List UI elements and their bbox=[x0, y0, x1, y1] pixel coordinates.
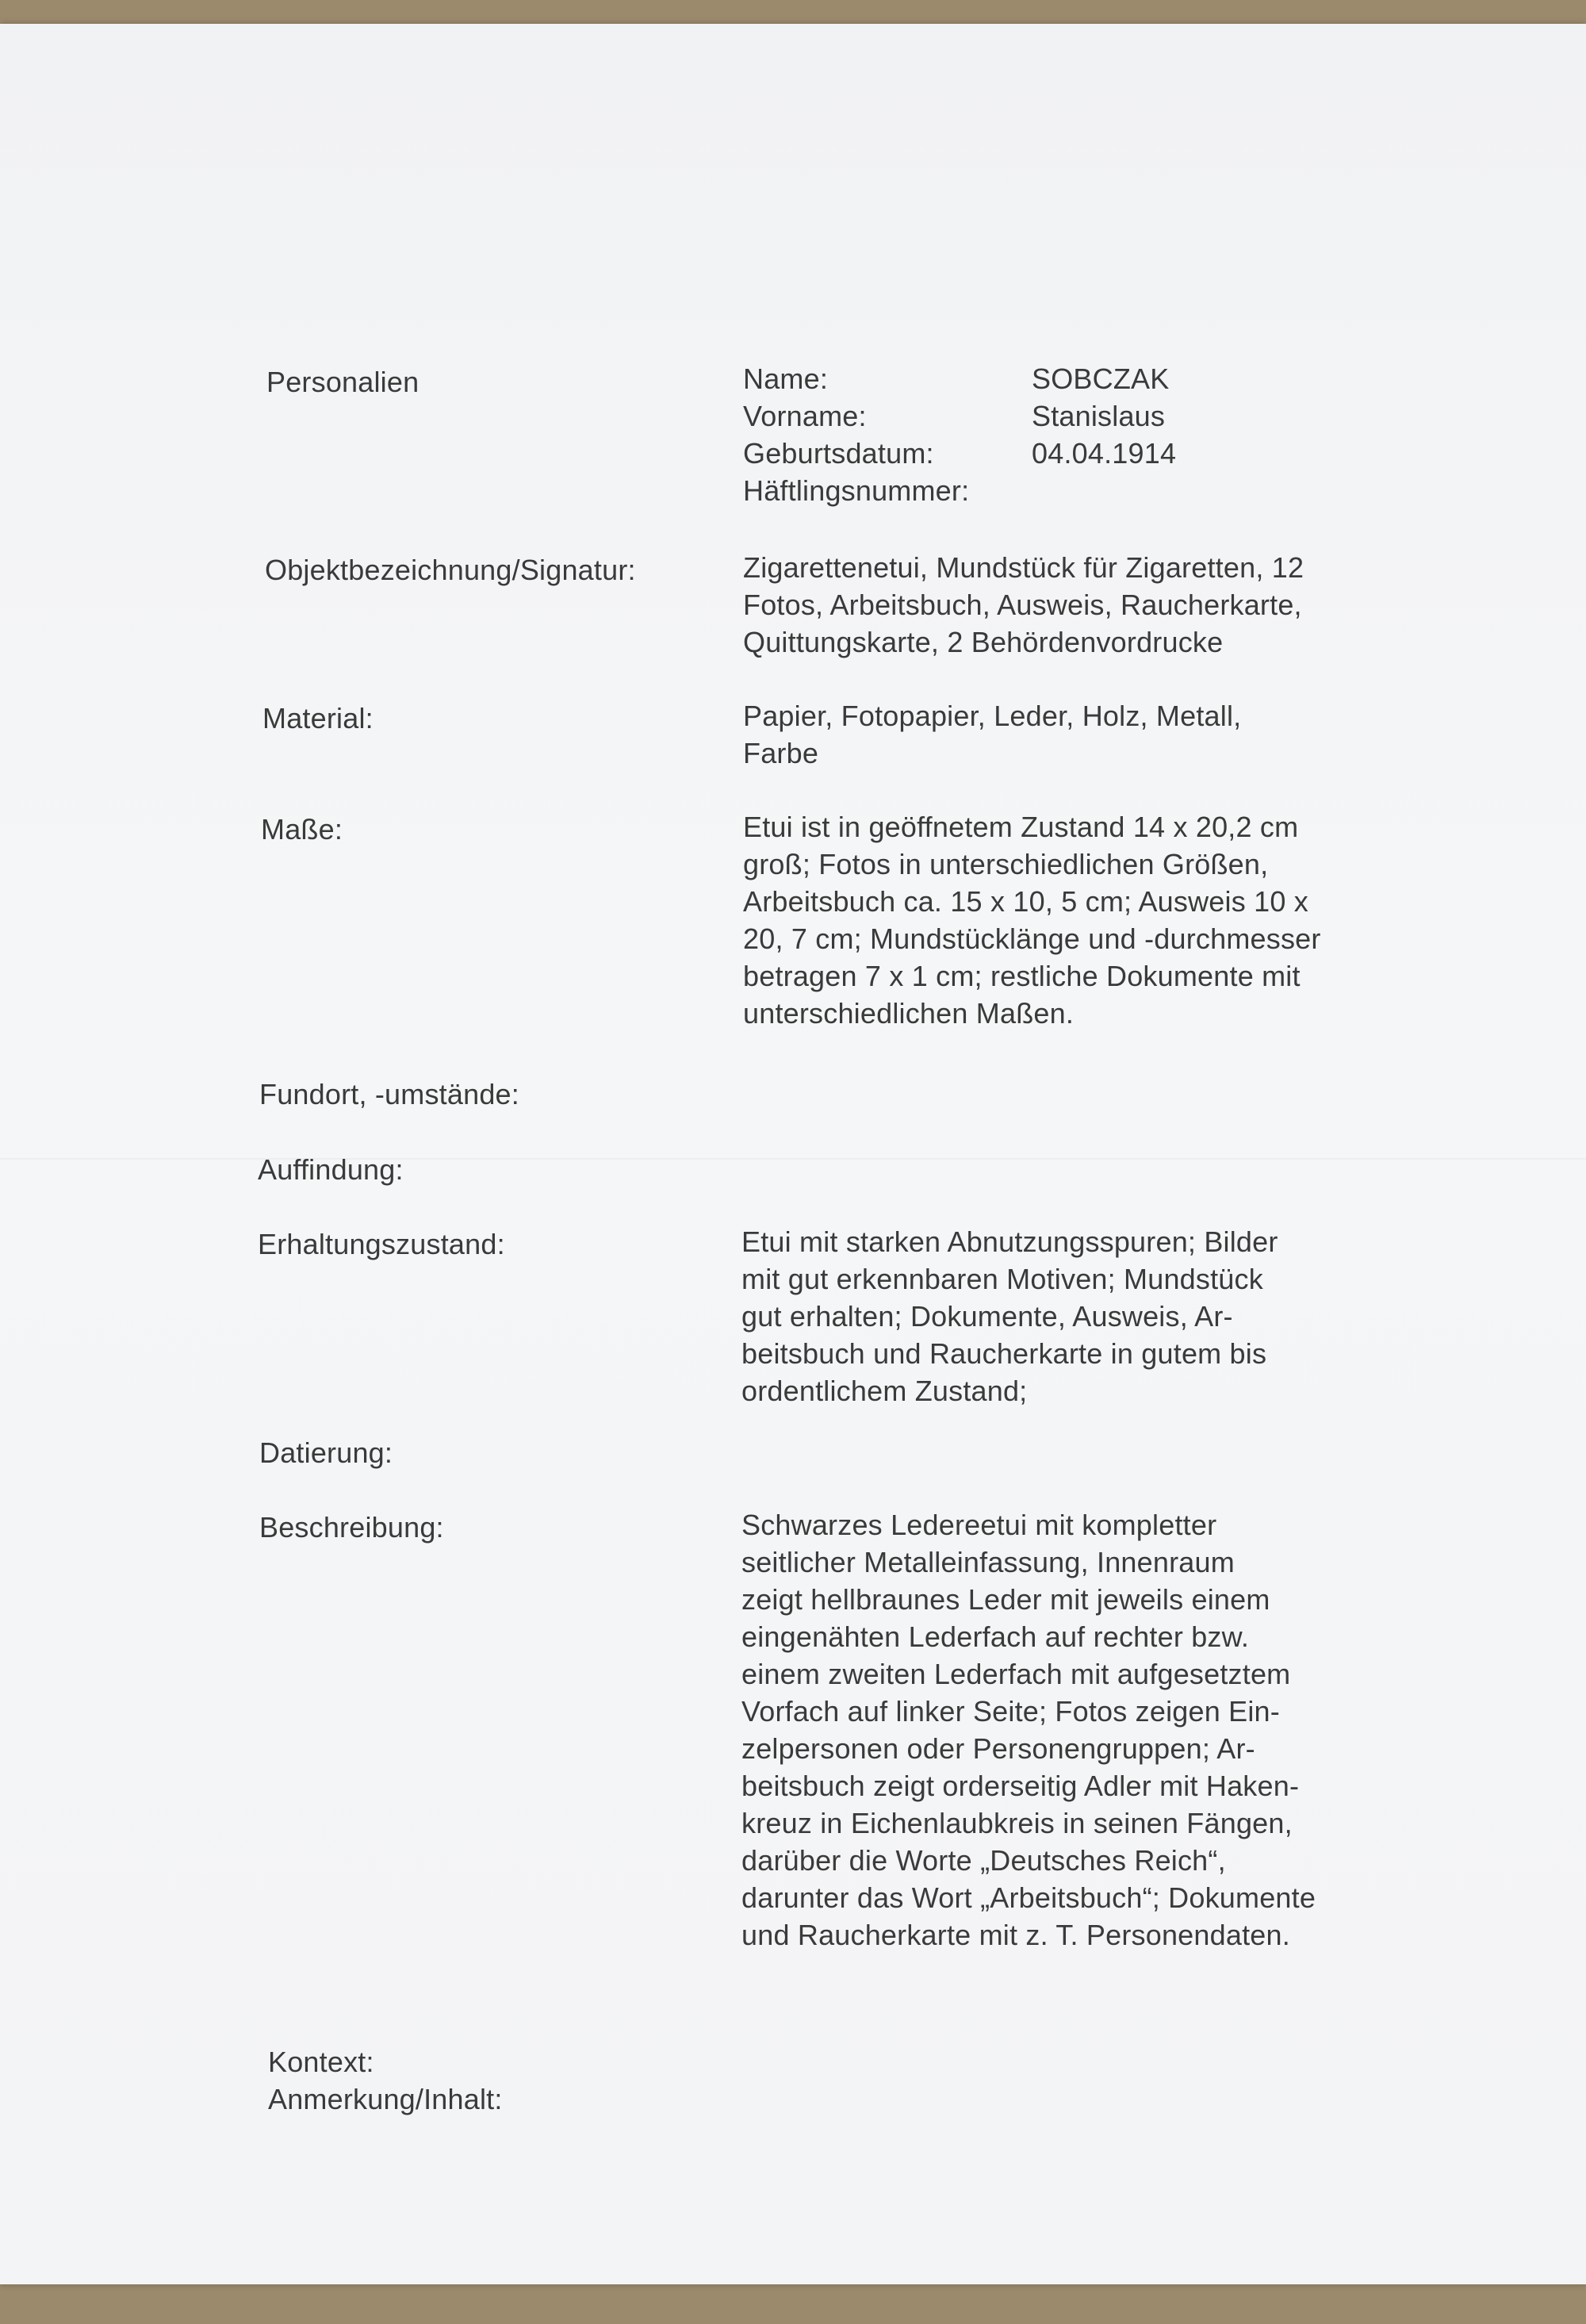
beschreibung-label: Beschreibung: bbox=[259, 1511, 444, 1544]
fundort-label: Fundort, -umstände: bbox=[259, 1078, 519, 1110]
geburtsdatum-value: 04.04.1914 bbox=[1032, 437, 1177, 470]
objektbezeichnung-label: Objektbezeichnung/Signatur: bbox=[265, 554, 636, 586]
vorname-label: Vorname: bbox=[743, 400, 867, 432]
personalien-label: Personalien bbox=[266, 366, 419, 398]
material-label: Material: bbox=[262, 702, 374, 734]
datierung-label: Datierung: bbox=[259, 1436, 393, 1469]
erhaltungszustand-label: Erhaltungszustand: bbox=[258, 1228, 505, 1260]
beschreibung-value: Schwarzes Ledereetui mit kompletter seitlicher Metalleinfassung, Innenraum zeigt hellbraunes Leder mit jeweils einem eingenähten Lederfach auf rechter bzw. einem zweiten Lederfach mit aufgesetztem Vorfach auf linker Seite; Fotos zeigen Ein- zelpersonen oder Personengruppen; Ar- beitsbuch zeigt orderseitig Adler mit Haken- kreuz in Eichenlaubkreis in seinen Fängen, darüber die Worte „Deutsches Reich“, darunter das Wort „Arbeitsbuch“; Dokumente und Raucherkarte mit z. T. Personendaten. bbox=[741, 1509, 1316, 1951]
kontext-label: Kontext: bbox=[268, 2046, 374, 2078]
anmerkung-label: Anmerkung/Inhalt: bbox=[268, 2083, 503, 2115]
name-value: SOBCZAK bbox=[1032, 362, 1170, 395]
erhaltungszustand-value: Etui mit starken Abnutzungsspuren; Bilder mit gut erkennbaren Motiven; Mundstück gut erhalten; Dokumente, Ausweis, Ar- beitsbuch und Raucherkarte in gutem bis ordentlichem Zustand; bbox=[741, 1225, 1278, 1407]
document-page bbox=[0, 24, 1586, 2284]
vorname-value: Stanislaus bbox=[1032, 400, 1166, 432]
objektbezeichnung-value: Zigarettenetui, Mundstück für Zigaretten, 12 Fotos, Arbeitsbuch, Ausweis, Raucherkarte, Quittungskarte, 2 Behördenvordrucke bbox=[743, 551, 1304, 658]
haeftlingsnummer-label: Häftlingsnummer: bbox=[743, 474, 970, 507]
auffindung-label: Auffindung: bbox=[258, 1153, 404, 1186]
name-label: Name: bbox=[743, 362, 829, 395]
masse-label: Maße: bbox=[261, 813, 343, 846]
masse-value: Etui ist in geöffnetem Zustand 14 x 20,2 cm groß; Fotos in unterschiedlichen Größen, Arbeitsbuch ca. 15 x 10, 5 cm; Ausweis 10 x 20, 7 cm; Mundstücklänge und -durchmesser betragen 7 x 1 cm; restliche Dokumente mit unterschiedlichen Maßen. bbox=[743, 811, 1321, 1030]
paper-fold bbox=[0, 1158, 1586, 1160]
material-value: Papier, Fotopapier, Leder, Holz, Metall, Farbe bbox=[743, 700, 1242, 769]
geburtsdatum-label: Geburtsdatum: bbox=[743, 437, 934, 470]
